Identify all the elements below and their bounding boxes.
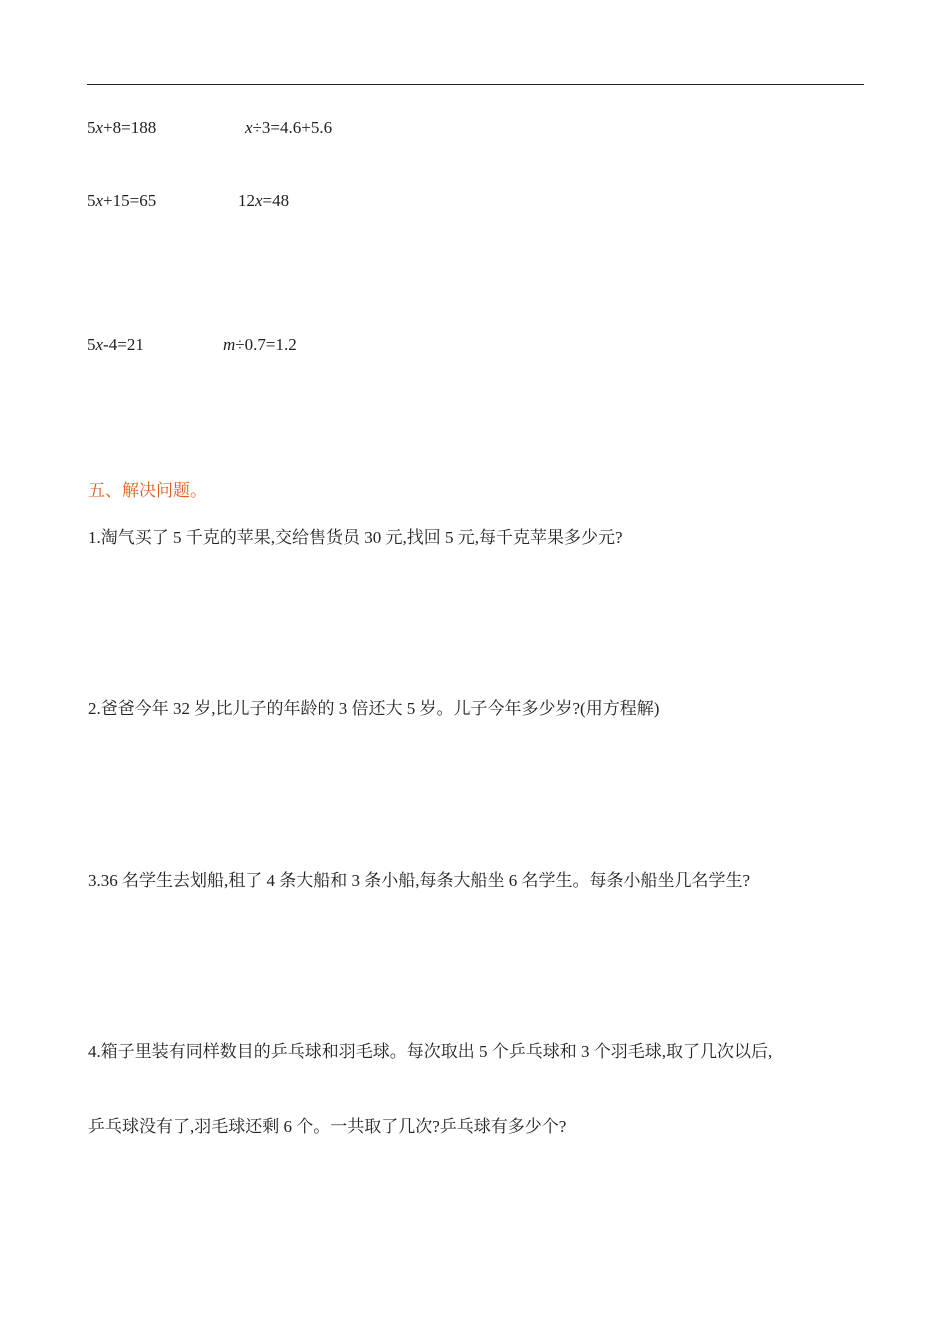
question-2: 2.爸爸今年 32 岁,比儿子的年龄的 3 倍还大 5 岁。儿子今年多少岁?(用方程解) — [88, 699, 660, 718]
section-title: 五、解决问题。 — [88, 481, 207, 501]
equation-3-left: 5x-4=21 — [87, 335, 144, 354]
top-rule — [87, 84, 864, 85]
question-1: 1.淘气买了 5 千克的苹果,交给售货员 30 元,找回 5 元,每千克苹果多少元? — [88, 528, 623, 547]
question-4-line-1: 4.箱子里装有同样数目的乒乓球和羽毛球。每次取出 5 个乒乓球和 3 个羽毛球,取了几次以后, — [88, 1042, 773, 1061]
equation-1-left: 5x+8=188 — [87, 118, 157, 137]
question-4-line-2: 乒乓球没有了,羽毛球还剩 6 个。一共取了几次?乒乓球有多少个? — [88, 1117, 567, 1136]
equation-1-right: x÷3=4.6+5.6 — [245, 118, 333, 137]
question-3: 3.36 名学生去划船,租了 4 条大船和 3 条小船,每条大船坐 6 名学生。每条小船坐几名学生? — [88, 871, 751, 890]
equation-2-left: 5x+15=65 — [87, 191, 157, 210]
equation-2-right: 12x=48 — [238, 191, 290, 210]
equation-3-right: m÷0.7=1.2 — [223, 335, 297, 354]
